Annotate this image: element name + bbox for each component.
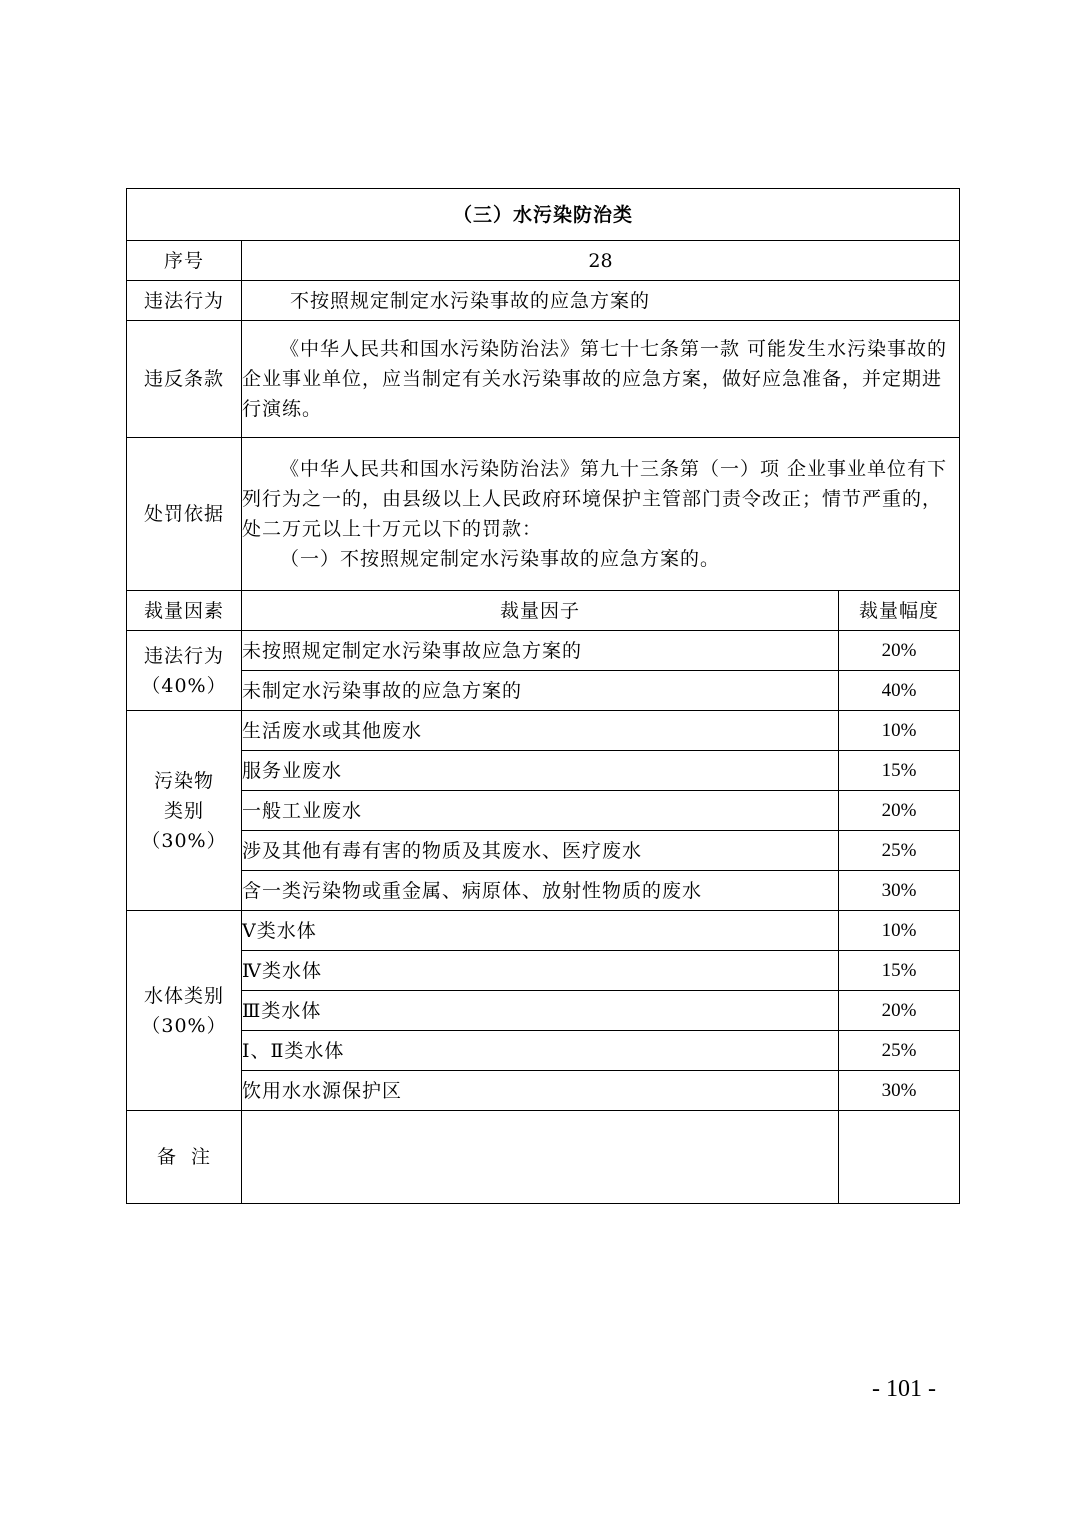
factor-percent: 20% — [839, 991, 960, 1031]
table-row — [127, 751, 960, 791]
factor-text: Ⅴ类水体 — [242, 911, 839, 951]
violation-label: 违法行为 — [127, 281, 242, 321]
remarks-extra — [839, 1111, 960, 1204]
factor-text: 未按照规定制定水污染事故应急方案的 — [242, 631, 839, 671]
factor-text: Ⅳ类水体 — [242, 951, 839, 991]
factor-text: 生活废水或其他废水 — [242, 711, 839, 751]
factor-percent: 30% — [839, 871, 960, 911]
group-label: 水体类别 （30%） — [127, 911, 242, 1111]
factor-percent: 30% — [839, 1071, 960, 1111]
table-row — [127, 711, 960, 751]
table-row — [127, 791, 960, 831]
factor-percent: 10% — [839, 911, 960, 951]
table-row — [127, 911, 960, 951]
table-row — [127, 991, 960, 1031]
group-label: 污染物 类别 （30%） — [127, 711, 242, 911]
clause-text: 《中华人民共和国水污染防治法》第七十七条第一款 可能发生水污染事故的企业事业单位，应当制定有关水污染事故的应急方案，做好应急准备，并定期进行演练。 — [242, 338, 948, 420]
table-title: （三）水污染防治类 — [127, 189, 960, 241]
factor-text: 含一类污染物或重金属、病原体、放射性物质的废水 — [242, 871, 839, 911]
table-row — [127, 671, 960, 711]
factor-text: 未制定水污染事故的应急方案的 — [242, 671, 839, 711]
group-label: 违法行为 （40%） — [127, 631, 242, 711]
factor-percent: 10% — [839, 711, 960, 751]
factor-percent: 15% — [839, 751, 960, 791]
factor-text: Ⅰ、Ⅱ类水体 — [242, 1031, 839, 1071]
range-header: 裁量幅度 — [839, 591, 960, 631]
penalty-label: 处罚依据 — [127, 438, 242, 591]
penalty-cell — [242, 438, 960, 591]
serial-value: 28 — [242, 241, 960, 281]
table-row — [127, 631, 960, 671]
factor-text: 饮用水水源保护区 — [242, 1071, 839, 1111]
factor-percent: 20% — [839, 631, 960, 671]
table-row — [127, 951, 960, 991]
remarks-content — [242, 1111, 839, 1204]
factor-percent: 15% — [839, 951, 960, 991]
serial-label: 序号 — [127, 241, 242, 281]
clause-label: 违反条款 — [127, 321, 242, 438]
table-row — [127, 831, 960, 871]
remarks-label: 备 注 — [127, 1111, 242, 1204]
penalty-item: （一）不按照规定制定水污染事故的应急方案的。 — [280, 548, 721, 570]
factor-header: 裁量因素 — [127, 591, 242, 631]
table-row — [127, 871, 960, 911]
table-row — [127, 1071, 960, 1111]
page-number: - 101 - — [872, 1376, 936, 1402]
factor-percent: 25% — [839, 831, 960, 871]
factor-percent: 25% — [839, 1031, 960, 1071]
factor-text: 服务业废水 — [242, 751, 839, 791]
subfactor-header: 裁量因子 — [242, 591, 839, 631]
clause-cell — [242, 321, 960, 438]
violation-value: 不按照规定制定水污染事故的应急方案的 — [242, 281, 960, 321]
factor-percent: 40% — [839, 671, 960, 711]
factor-text: 一般工业废水 — [242, 791, 839, 831]
penalty-text: 《中华人民共和国水污染防治法》第九十三条第（一）项 企业事业单位有下列行为之一的，由县级以上人民政府环境保护主管部门责令改正；情节严重的，处二万元以上十万元以下的罚款： — [242, 458, 948, 540]
factor-percent: 20% — [839, 791, 960, 831]
factor-text: 涉及其他有毒有害的物质及其废水、医疗废水 — [242, 831, 839, 871]
penalty-table — [126, 188, 960, 1204]
factor-text: Ⅲ类水体 — [242, 991, 839, 1031]
table-row — [127, 1031, 960, 1071]
